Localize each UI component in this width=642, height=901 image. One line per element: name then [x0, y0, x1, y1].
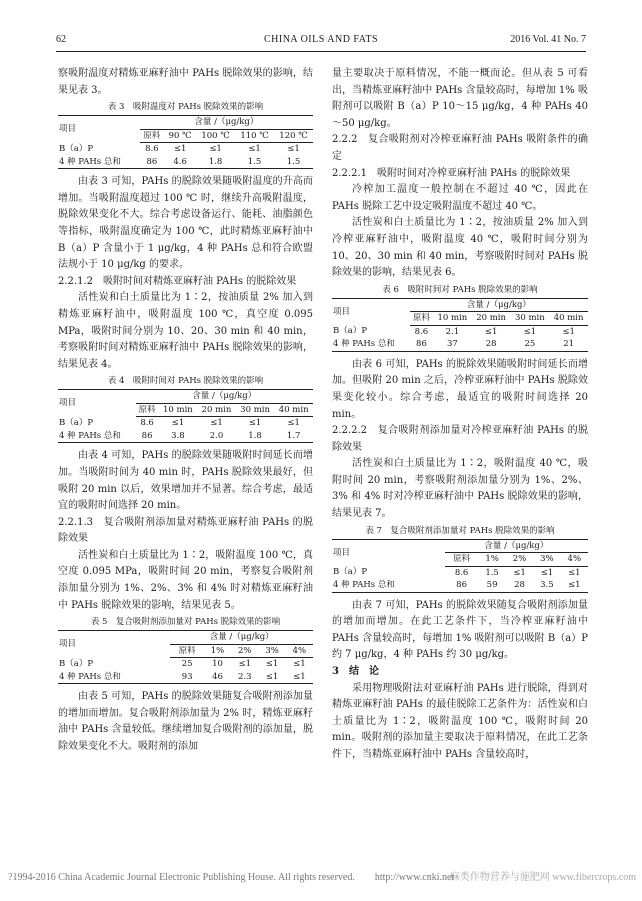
paragraph-table5-discussion: 由表 5 可知，PAHs 的脱除效果随复合吸附剂添加量的增加而增加。复合吸附剂添加量为 2% 时，精炼亚麻籽油中 PAHs 含量较低。继续增加复合吸附剂的添加量，脱除效果变化不大。吸附剂的添加	[58, 691, 313, 753]
row-label: 4 种 PAHs 总和	[58, 671, 170, 684]
table-3-caption: 表 3 吸附温度对 PAHs 脱除效果的影响	[107, 102, 264, 113]
col-header: 3%	[258, 644, 285, 658]
cell: ≤1	[210, 418, 223, 429]
unit-header: 含量 /（μg/kg）	[136, 390, 313, 404]
paragraph-2212: 活性炭和白土质量比为 1∶2，按油质量 2% 加入到精炼亚麻籽油中，吸附温度 100 ℃，真空度 0.095 MPa，吸附时间分别为 10、20、30 min 和 40 min，考察吸附时间对精炼亚麻籽油中 PAHs 脱除效果的影响，结果见表 4。	[58, 292, 313, 370]
paragraph-conclusion: 采用物理吸附法对亚麻籽油 PAHs 进行脱除，得到对精炼亚麻籽油 PAHs 的最佳脱除工艺条件为：活性炭和白土质量比为 1∶2，吸附温度 100 ℃，吸附时间 20 min。吸附剂的添加量主要取决于原料情况，在此工艺条件下，当精炼亚麻籽油中 PAHs 含量较高时，	[332, 682, 588, 760]
col-header: 20 min	[197, 403, 236, 417]
table-5	[58, 630, 313, 684]
table-row	[58, 156, 313, 169]
paragraph-table6-discussion: 由表 6 可知，PAHs 的脱除效果随吸附时间延长而增加。但吸附 20 min 之后，冷榨亚麻籽油中 PAHs 脱除效果变化较小。综合考虑，最适宜的吸附时间选择 20 min。	[332, 358, 588, 420]
col-header: 原料	[140, 129, 164, 143]
cell: 25	[511, 338, 550, 351]
cell: 28	[506, 579, 533, 592]
header-rule	[56, 51, 586, 52]
cell: ≤1	[568, 567, 581, 578]
cell: ≤1	[173, 144, 187, 155]
paragraph-table7-discussion: 由表 7 可知，PAHs 的脱除效果随复合吸附剂添加量的增加而增加。在此工艺条件下，当冷榨亚麻籽油中 PAHs 含量较高时，每增加 1% 吸附剂可以吸附 B（a）P 约 7 μg/kg，4 种 PAHs 约 30 μg/kg。	[332, 599, 588, 661]
cell: 37	[433, 338, 472, 351]
cell: 4.6	[164, 156, 196, 169]
item-header: 项目	[332, 298, 410, 325]
cell: ≤1	[248, 144, 261, 155]
copyright-notice: ?1994-2016 China Academic Journal Electronic Publishing House. All rights reserved. http://www.cnki.net	[8, 872, 455, 883]
row-label: 4 种 PAHs 总和	[58, 156, 140, 169]
col-header: 10 min	[433, 312, 472, 326]
cell: 2.0	[197, 430, 236, 443]
cell: 93	[170, 671, 203, 684]
cell: ≤1	[238, 659, 252, 670]
cell: ≤1	[287, 144, 300, 155]
page-footer	[8, 868, 636, 883]
cell: 86	[140, 156, 164, 169]
cell: 59	[478, 579, 505, 592]
col-header: 100 ℃	[196, 129, 235, 143]
cell: ≤1	[513, 567, 526, 578]
cell: 3.8	[159, 430, 198, 443]
paragraph-continued: 量主要取决于原料情况，不能一概而论。但从表 5 可看出，当精炼亚麻籽油中 PAHs 含量较高时，每增加 1% 吸附剂可以吸附 B（a）P 10～15 μg/kg，4 种 PAHs 40～50 μg/kg。	[332, 68, 588, 129]
cell: ≤1	[171, 418, 185, 429]
item-header: 项目	[58, 116, 140, 143]
cell: 1.5	[274, 156, 313, 169]
table-row	[332, 579, 588, 592]
cell: ≤1	[248, 418, 262, 429]
cell: ≤1	[540, 567, 554, 578]
paragraph-intro: 察吸附温度对精炼亚麻籽油中 PAHs 脱除效果的影响，结果见表 3。	[58, 68, 313, 96]
cell: 1.5	[485, 567, 499, 578]
col-header: 1%	[478, 553, 505, 567]
col-header: 3%	[533, 553, 560, 567]
right-column	[332, 66, 588, 764]
col-header: 1%	[204, 644, 231, 658]
section-heading-2222: 2.2.2.2 复合吸附剂添加量对冷榨亚麻籽油 PAHs 的脱除效果	[332, 425, 588, 453]
row-label: B（a）P	[59, 659, 94, 669]
table-7-caption: 表 7 复合吸附剂添加量对 PAHs 脱除效果的影响	[365, 525, 555, 536]
cell: 1.5	[235, 156, 274, 169]
table-row	[332, 325, 588, 338]
col-header: 原料	[410, 312, 433, 326]
cell: 28	[472, 338, 511, 351]
row-label: B（a）P	[333, 567, 368, 578]
row-label: B（a）P	[59, 143, 94, 154]
col-header: 2%	[506, 553, 533, 567]
item-header: 项目	[332, 539, 445, 566]
cell: ≤1	[561, 579, 588, 592]
watermark: 麻类作物营养与施肥网 www.fibercrops.com	[449, 872, 636, 883]
paragraph-table3-discussion: 由表 3 可知，PAHs 的脱除效果随吸附温度的升高而增加。当吸附温度超过 100 ℃ 时，继续升高吸附温度，脱除效果变化不大。综合考虑设备运行、能耗、油脂颜色等指标，吸附温度确定为 100 ℃，此时精炼亚麻籽油中 B（a）P 含量小于 1 μg/kg，4 种 PAHs 总和符合欧盟法规小于 10 μg/kg 的要求。	[58, 176, 313, 271]
row-label: 4 种 PAHs 总和	[332, 579, 445, 592]
col-header: 40 min	[274, 403, 313, 417]
col-header: 40 min	[549, 312, 588, 326]
col-header: 110 ℃	[235, 129, 274, 143]
cell: 8.6	[140, 418, 154, 429]
section-heading-2221: 2.2.2.1 吸附时间对冷榨亚麻籽油 PAHs 的脱除效果	[332, 167, 571, 179]
cell: 25	[181, 659, 193, 670]
table-5-caption: 表 5 复合吸附剂添加量对 PAHs 脱除效果的影响	[90, 617, 281, 628]
paragraph-2213: 活性炭和白土质量比为 1∶2，吸附温度 100 ℃，真空度 0.095 MPa，吸附时间 20 min，考察复合吸附剂添加量分别为 1%、2%、3% 和 4% 时对精炼亚麻籽油中 PAHs 脱除效果的影响，结果见表 5。	[58, 549, 313, 611]
section-heading-2212: 2.2.1.2 吸附时间对精炼亚麻籽油 PAHs 的脱除效果	[58, 275, 297, 287]
col-header: 4%	[286, 644, 313, 658]
cell: 8.6	[145, 144, 159, 155]
paragraph-2221-a: 冷榨加工温度一般控制在不超过 40 ℃，因此在 PAHs 脱除工艺中设定吸附温度不超过 40 ℃。	[332, 184, 588, 212]
col-header: 10 min	[159, 403, 198, 417]
table-row	[58, 658, 313, 671]
cell: ≤1	[286, 671, 313, 684]
cell: 21	[549, 338, 588, 351]
cell: 8.6	[454, 567, 469, 578]
col-header: 2%	[231, 644, 258, 658]
cell: ≤1	[484, 326, 498, 337]
left-column	[58, 66, 313, 756]
col-header: 原料	[170, 644, 203, 658]
table-row	[58, 671, 313, 684]
cell: 8.6	[414, 326, 429, 337]
unit-header: 含量 /（μg/kg）	[140, 116, 313, 130]
running-header	[56, 34, 586, 50]
row-label: B（a）P	[59, 418, 94, 429]
table-3	[58, 115, 313, 169]
cell: 46	[204, 671, 231, 684]
journal-name: CHINA OILS AND FATS	[263, 34, 379, 45]
cell: ≤1	[523, 326, 537, 337]
table-6	[332, 298, 588, 352]
row-label: 4 种 PAHs 总和	[332, 338, 410, 351]
col-header: 30 min	[236, 403, 275, 417]
col-header: 120 ℃	[274, 129, 313, 143]
table-4-caption: 表 4 吸附时间对 PAHs 脱除效果的影响	[107, 376, 264, 387]
paragraph-2221-b: 活性炭和白土质量比为 1∶2，按油质量 2% 加入到冷榨亚麻籽油中，吸附温度 40 ℃，吸附时间分别为 10、20、30 min 和 40 min，考察吸附时间对 PAHs 脱除效果的影响，结果见表 6。	[332, 217, 588, 279]
table-4	[58, 389, 313, 443]
item-header: 项目	[58, 390, 136, 417]
row-label: B（a）P	[333, 326, 368, 337]
table-row	[332, 338, 588, 351]
cell: 1.8	[196, 156, 235, 169]
col-header: 原料	[445, 553, 479, 567]
section-heading-2213: 2.2.1.3 复合吸附剂添加量对精炼亚麻籽油 PAHs 的脱除效果	[58, 516, 313, 545]
table-row	[58, 143, 313, 156]
table-row	[58, 417, 313, 430]
cell: ≤1	[287, 418, 300, 429]
item-header: 项目	[58, 631, 170, 658]
table-row	[332, 566, 588, 579]
table-6-caption: 表 6 吸附时间对 PAHs 脱除效果的影响	[382, 284, 538, 295]
unit-header: 含量 /（μg/kg）	[445, 539, 588, 553]
cell: ≤1	[209, 144, 222, 155]
cell: 1.8	[236, 430, 275, 443]
col-header: 90 ℃	[164, 129, 196, 143]
table-7	[332, 539, 588, 593]
cell: 10	[212, 659, 223, 670]
col-header: 20 min	[472, 312, 511, 326]
paragraph-table4-discussion: 由表 4 可知，PAHs 的脱除效果随吸附时间延长而增加。当吸附时间为 40 min 时，PAHs 脱除效果最好，但吸附 20 min 以后，效果增加并不显著。综合考虑，最适宜的吸附时间选择 20 min。	[58, 450, 313, 512]
col-header: 4%	[561, 553, 588, 567]
cell: ≤1	[265, 659, 279, 670]
section-heading-222: 2.2.2 复合吸附剂对冷榨亚麻籽油 PAHs 吸附条件的确定	[332, 134, 588, 162]
cell: 2.3	[231, 671, 258, 684]
section-heading-conclusion: 3 结 论	[332, 666, 379, 678]
cell: 2.1	[445, 326, 460, 337]
page-number: 62	[56, 34, 66, 45]
cell: ≤1	[293, 659, 306, 670]
cell: ≤1	[562, 326, 575, 337]
cell: 86	[445, 579, 479, 592]
col-header: 30 min	[511, 312, 550, 326]
col-header: 原料	[136, 403, 159, 417]
row-label: 4 种 PAHs 总和	[58, 430, 136, 443]
issue-info: 2016 Vol. 41 No. 7	[510, 34, 586, 45]
cell: 86	[410, 338, 433, 351]
unit-header: 含量 /（μg/kg）	[410, 298, 588, 312]
table-row	[58, 430, 313, 443]
cell: 1.7	[274, 430, 313, 443]
cell: 3.5	[533, 579, 560, 592]
cell: 86	[136, 430, 159, 443]
unit-header: 含量 /（μg/kg）	[170, 631, 313, 645]
paragraph-2222: 活性炭和白土质量比为 1∶2，吸附温度 40 ℃，吸附时间 20 min，考察吸附剂添加量分别为 1%、2%、3% 和 4% 时对冷榨亚麻籽油中 PAHs 脱除效果的影响，结果见表 7。	[332, 458, 588, 520]
cell: ≤1	[258, 671, 285, 684]
